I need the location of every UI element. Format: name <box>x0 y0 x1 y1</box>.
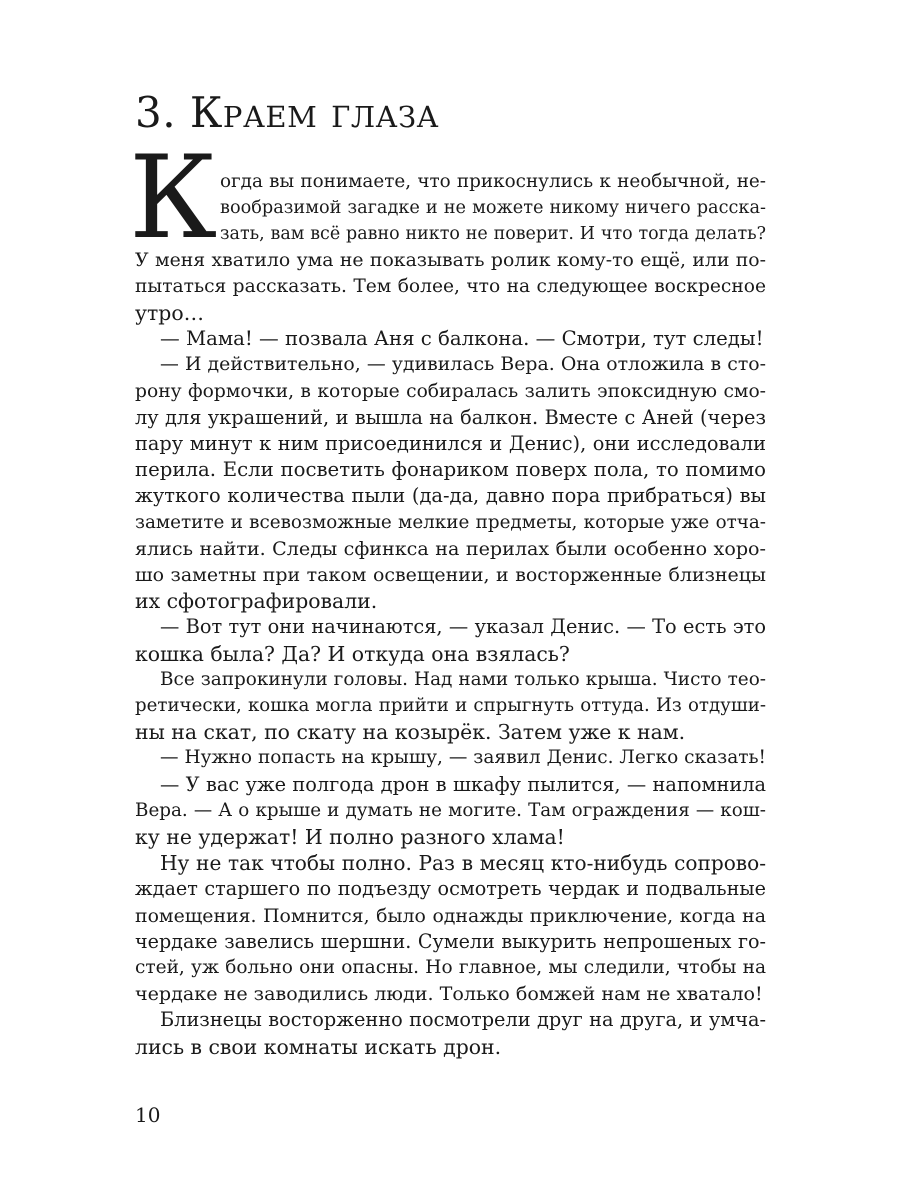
text-line: огда вы понимаете, что прикоснулись к необычной, не- <box>220 171 766 192</box>
text-line: Все запрокинули головы. Над нами только крыша. Чисто тео- <box>160 668 766 690</box>
text-line: рону формочки, в которые собиралась залить эпоксидную смо- <box>135 380 766 402</box>
drop-cap: К <box>129 131 218 264</box>
text-line: — Нужно попасть на крышу, — заявил Денис. Легко сказать! <box>160 747 766 769</box>
text-line: чердаке не заводились люди. Только бомжей нам не хватало! <box>135 982 763 1006</box>
text-line: перила. Если посветить фонариком поверх пола, то помимо <box>135 458 766 482</box>
text-line: жуткого количества пыли (да-да, давно пора прибраться) вы <box>135 484 766 508</box>
text-line: — Мама! — позвала Аня с балкона. — Смотри, тут следы! <box>160 327 764 351</box>
text-line: шо заметны при таком освещении, и восторженные близнецы <box>135 564 766 587</box>
text-line: лу для украшений, и вышла на балкон. Вместе с Аней (через <box>135 405 766 429</box>
text-line: утро… <box>135 301 204 325</box>
text-line: помещения. Помнится, было однажды приключение, когда на <box>135 904 766 927</box>
text-line: их сфотографировали. <box>135 589 378 614</box>
text-line: Вера. — А о крыше и думать не могите. Там ограждения — кош- <box>135 799 766 821</box>
text-line: — Вот тут они начинаются, — указал Денис. — То есть это <box>160 615 766 639</box>
page-number: 10 <box>135 1103 161 1127</box>
opening-lines <box>220 169 766 248</box>
text-line: кошка была? Да? И откуда она взялась? <box>135 641 570 666</box>
text-line: У меня хватило ума не показывать ролик кому-то ещё, или по- <box>135 249 766 271</box>
text-line: ялись найти. Следы сфинкса на перилах были особенно хоро- <box>135 536 766 560</box>
text-line: вообразимой загадке и не можете никому ничего расска- <box>220 198 766 219</box>
text-line: Близнецы восторженно посмотрели друг на друга, и умча- <box>160 1008 766 1032</box>
text-line: зать, вам всё равно никто не поверит. И что тогда делать? <box>220 224 766 245</box>
text-line: ку не удержат! И полно разного хлама! <box>135 825 565 850</box>
text-line: ны на скат, по скату на козырёк. Затем уже к нам. <box>135 720 686 745</box>
text-line: чердаке завелись шершни. Сумели выкурить непрошеных го- <box>135 929 766 953</box>
text-line: — И действительно, — удивилась Вера. Она отложила в сто- <box>160 354 766 376</box>
text-line: Ну не так чтобы полно. Раз в месяц кто-нибудь сопрово- <box>160 851 766 876</box>
text-line: пытаться рассказать. Тем более, что на следующее воскресное <box>135 275 766 297</box>
body-text <box>135 248 766 1060</box>
text-line: стей, уж больно они опасны. Но главное, мы следили, чтобы на <box>135 957 766 979</box>
text-line: ждает старшего по подъезду осмотреть чердак и подвальные <box>135 877 766 901</box>
text-line: — У вас уже полгода дрон в шкафу пылится, — напомнила <box>160 772 766 796</box>
text-line: ретически, кошка могла прийти и спрыгнуть оттуда. Из отдуши- <box>135 695 766 717</box>
text-line: пару минут к ним присоединился и Денис), они исследовали <box>135 432 766 456</box>
chapter-title: 3. Краем глаза <box>135 88 440 137</box>
text-line: заметите и всевозможные мелкие предметы, которые уже отча- <box>135 511 766 533</box>
text-line: лись в свои комнаты искать дрон. <box>135 1034 502 1059</box>
